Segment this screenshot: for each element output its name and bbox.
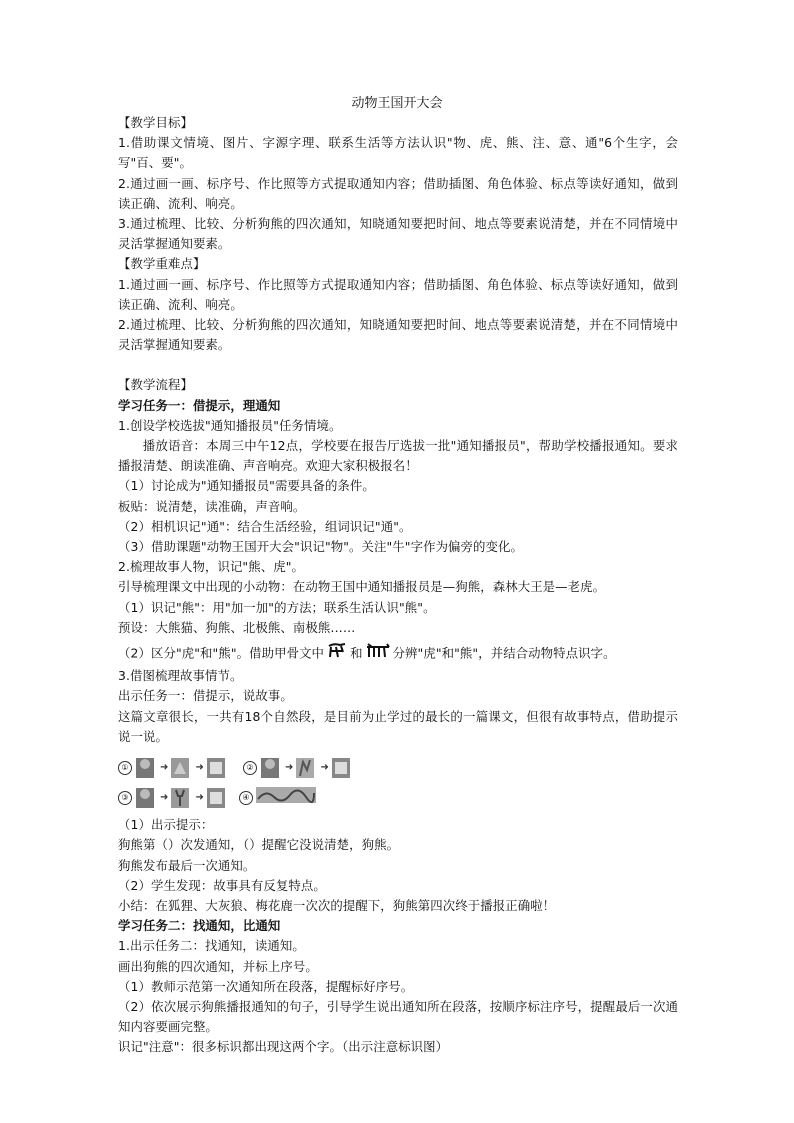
image-number: ④ [239,791,253,805]
flow-line: 画出狗熊的四次通知，并标上序号。 [118,958,318,974]
flow-line: （2）学生发现：故事具有反复特点。 [118,877,326,893]
flow-line: 出示任务一：借提示，说故事。 [118,688,293,704]
flow-line: （2）依次展示狗熊播报通知的句子，引导学生说出通知所在段落，按顺序标注序号，提醒最后一次通知内容要画完整。 [118,998,678,1035]
illustration-row-2 [118,785,316,811]
arrow-right-icon: ➜ [195,761,204,773]
flow-line: （1）教师示范第一次通知所在段落，提醒标好序号。 [118,978,414,994]
flow-line: 1.创设学校选拔"通知播报员"任务情境。 [118,417,342,433]
arrow-right-icon: ➜ [160,761,169,773]
flow-line: 识记"注意"：很多标识都出现这两个字。（出示注意标识图） [118,1039,449,1055]
flow-line: 预设：大熊猫、狗熊、北极熊、南极熊…… [118,619,356,635]
goal-item-3: 3.通过梳理、比较、分析狗熊的四次通知，知晓通知要把时间、地点等要素说清楚，并在不同情境中灵活掌握通知要素。 [118,216,678,252]
arrow-right-icon: ➜ [160,791,169,803]
oracle-bear-glyph-icon [365,642,391,666]
distinguish-line [118,642,678,666]
goal-item-1: 1.借助课文情境、图片、字源字理、联系生活等方法认识"物、虎、熊、注、意、通"6个生字，会写"百、要"。 [118,135,678,171]
notice-illustration-icon [331,756,351,780]
animals-gathering-illustration-icon [256,785,316,811]
bear-illustration-icon [135,756,155,780]
flow-line: 狗熊第（）次发通知，（）提醒它没说清楚，狗熊。 [118,837,400,853]
flow-line: （3）借助课题"动物王国开大会"识记"物"。关注"牛"字作为偏旁的变化。 [118,539,524,555]
flow-line: （1）讨论成为"通知播报员"需要具备的条件。 [118,478,375,494]
flow-line: 狗熊发布最后一次通知。 [118,857,256,873]
notice-illustration-icon [206,786,226,810]
oracle-tiger-glyph-icon [326,642,348,666]
flow-line: 2.梳理故事人物，识记"熊、虎"。 [118,559,304,575]
flow-line: （1）出示提示： [118,817,214,833]
flow-line: 引导梳理课文中出现的小动物：在动物王国中通知播报员是—狗熊，森林大王是—老虎。 [118,579,606,595]
flow-line: 3.借图梳理故事情节。 [118,668,243,684]
distinguish-before: （2）区分"虎"和"熊"。借助甲骨文中 [118,645,325,661]
keypoints-heading: 【教学重难点】 [118,256,206,272]
arrow-right-icon: ➜ [284,761,294,773]
keypoint-item-2: 2.通过梳理、比较、分析狗熊的四次通知，知晓通知要把时间、地点等要素说清楚，并在不同情境中灵活掌握通知要素。 [118,317,678,353]
image-number: ③ [118,791,132,805]
fox-illustration-icon [170,756,190,780]
flow-line: （1）识记"熊"：用"加一加"的方法；联系生活认识"熊"。 [118,599,436,615]
arrow-right-icon: ➜ [195,791,204,803]
goal-item-2: 2.通过画一画、标序号、作比照等方式提取通知内容；借助插图、角色体验、标点等读好通知，做到读正确、流利、响亮。 [118,175,678,211]
document-title: 动物王国开大会 [351,96,443,111]
arrow-right-icon: ➜ [320,761,329,773]
task2-title: 学习任务二：找通知，比通知 [118,918,281,934]
notice-illustration-icon [206,756,226,780]
flow-line: 板贴：说清楚，读准确，声音响。 [118,498,306,514]
flow-line: 播放语音：本周三中午12点，学校要在报告厅选拔一批"通知播报员"，帮助学校播报通知。要求播报清楚、朗读准确、声音响亮。欢迎大家积极报名！ [118,438,678,474]
image-number: ① [118,761,132,775]
illustration-row-1 [118,755,354,781]
flow-line: （2）相机识记"通"：结合生活经验，组词识记"通"。 [118,518,412,534]
deer-illustration-icon [170,786,190,810]
image-number: ② [243,761,257,775]
distinguish-middle: 和 [350,645,363,661]
keypoint-item-1: 1.通过画一画、标序号、作比照等方式提取通知内容；借助插图、角色体验、标点等读好通知，做到读正确、流利、响亮。 [118,276,678,312]
task1-title: 学习任务一：借提示，理通知 [118,397,281,413]
flow-line: 这篇文章很长，一共有18个自然段，是目前为止学过的最长的一篇课文，但很有故事特点，借助提示说一说。 [118,708,678,744]
bear-illustration-icon [260,756,280,780]
distinguish-after: 分辨"虎"和"熊"，并结合动物特点识字。 [392,645,616,661]
wolf-illustration-icon [295,756,315,780]
flow-line: 小结：在狐狸、大灰狼、梅花鹿一次次的提醒下，狗熊第四次终于播报正确啦！ [118,897,556,913]
goals-heading: 【教学目标】 [118,115,193,130]
flow-line: 1.出示任务二：找通知，读通知。 [118,938,305,954]
flow-heading: 【教学流程】 [118,377,193,393]
story-illustrations [118,753,678,813]
bear-illustration-icon [135,786,155,810]
document-body [118,113,678,1058]
